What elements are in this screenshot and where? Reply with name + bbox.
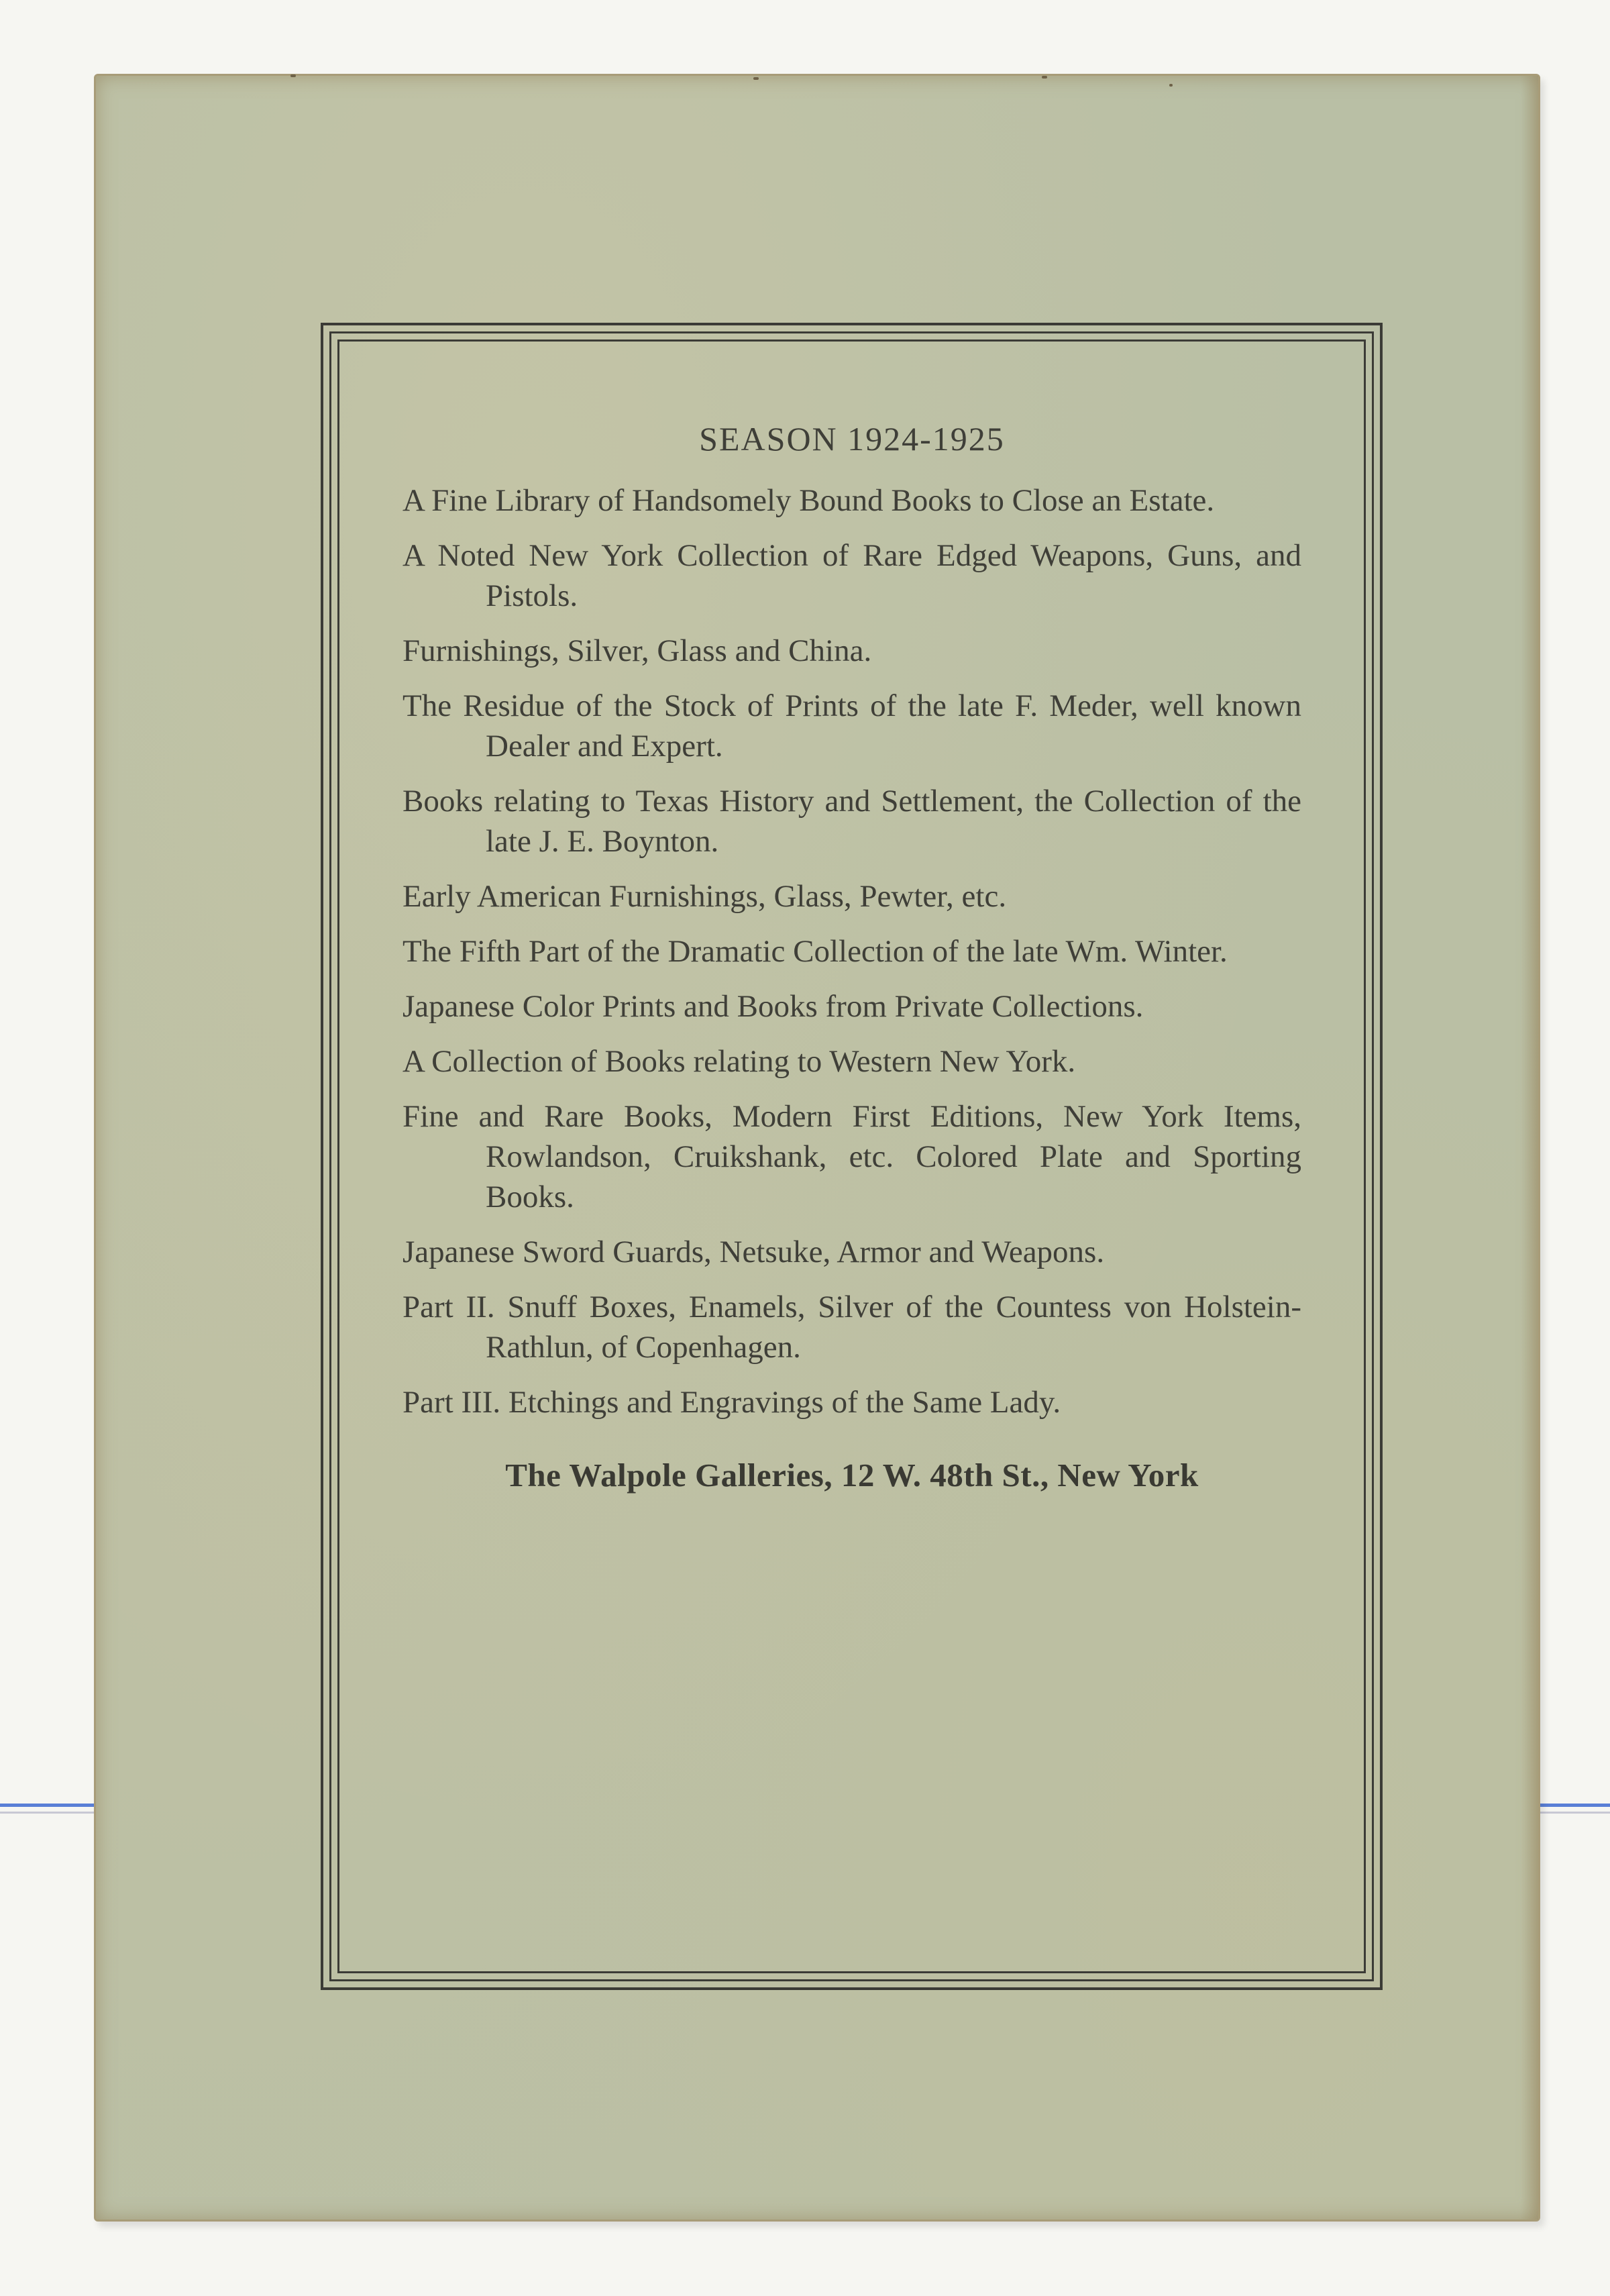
catalogue-announcement	[402, 419, 1301, 1494]
gallery-address: The Walpole Galleries, 12 W. 48th St., New York	[505, 1457, 1199, 1494]
sale-listing: Part II. Snuff Boxes, Enamels, Silver of the Countess von Holstein-Rathlun, of Copenhagen.	[402, 1290, 1301, 1365]
sale-listing: Early American Furnishings, Glass, Pewter, etc.	[402, 879, 1007, 914]
paper-fleck	[290, 74, 296, 77]
sale-listing: Furnishings, Silver, Glass and China.	[402, 633, 872, 668]
scanner-streak-left	[0, 1804, 101, 1807]
sale-listing: Part III. Etchings and Engravings of the Same Lady.	[402, 1385, 1061, 1420]
decorative-frame-middle	[329, 331, 1374, 1981]
scanner-streak-right	[1531, 1804, 1610, 1807]
paper-fleck	[1042, 76, 1047, 79]
sale-listing: Japanese Sword Guards, Netsuke, Armor and Weapons.	[402, 1235, 1105, 1269]
sale-listing: The Fifth Part of the Dramatic Collection of the late Wm. Winter.	[402, 934, 1228, 969]
season-title: SEASON 1924-1925	[699, 420, 1005, 458]
sale-listing: Books relating to Texas History and Settlement, the Collection of the late J. E. Boynton.	[402, 784, 1301, 859]
decorative-frame	[321, 323, 1383, 1990]
cover-edge-shading	[1521, 76, 1538, 2220]
scanner-streak-left-shadow	[0, 1812, 101, 1814]
sale-listing: A Fine Library of Handsomely Bound Books to Close an Estate.	[402, 483, 1215, 518]
paper-fleck	[1169, 84, 1173, 87]
sale-listing: Fine and Rare Books, Modern First Editions, New York Items, Rowlandson, Cruikshank, etc. Colored Plate and Sporting Books.	[402, 1099, 1301, 1214]
booklet-back-cover	[94, 74, 1540, 2222]
decorative-frame-inner	[337, 340, 1366, 1973]
sale-listing: A Noted New York Collection of Rare Edged Weapons, Guns, and Pistols.	[402, 538, 1301, 613]
sale-listing: A Collection of Books relating to Western New York.	[402, 1044, 1076, 1079]
sale-listing: The Residue of the Stock of Prints of the late F. Meder, well known Dealer and Expert.	[402, 688, 1301, 764]
sale-listing: Japanese Color Prints and Books from Private Collections.	[402, 989, 1144, 1024]
paper-fleck	[753, 77, 759, 80]
scanner-streak-right-shadow	[1531, 1812, 1610, 1814]
